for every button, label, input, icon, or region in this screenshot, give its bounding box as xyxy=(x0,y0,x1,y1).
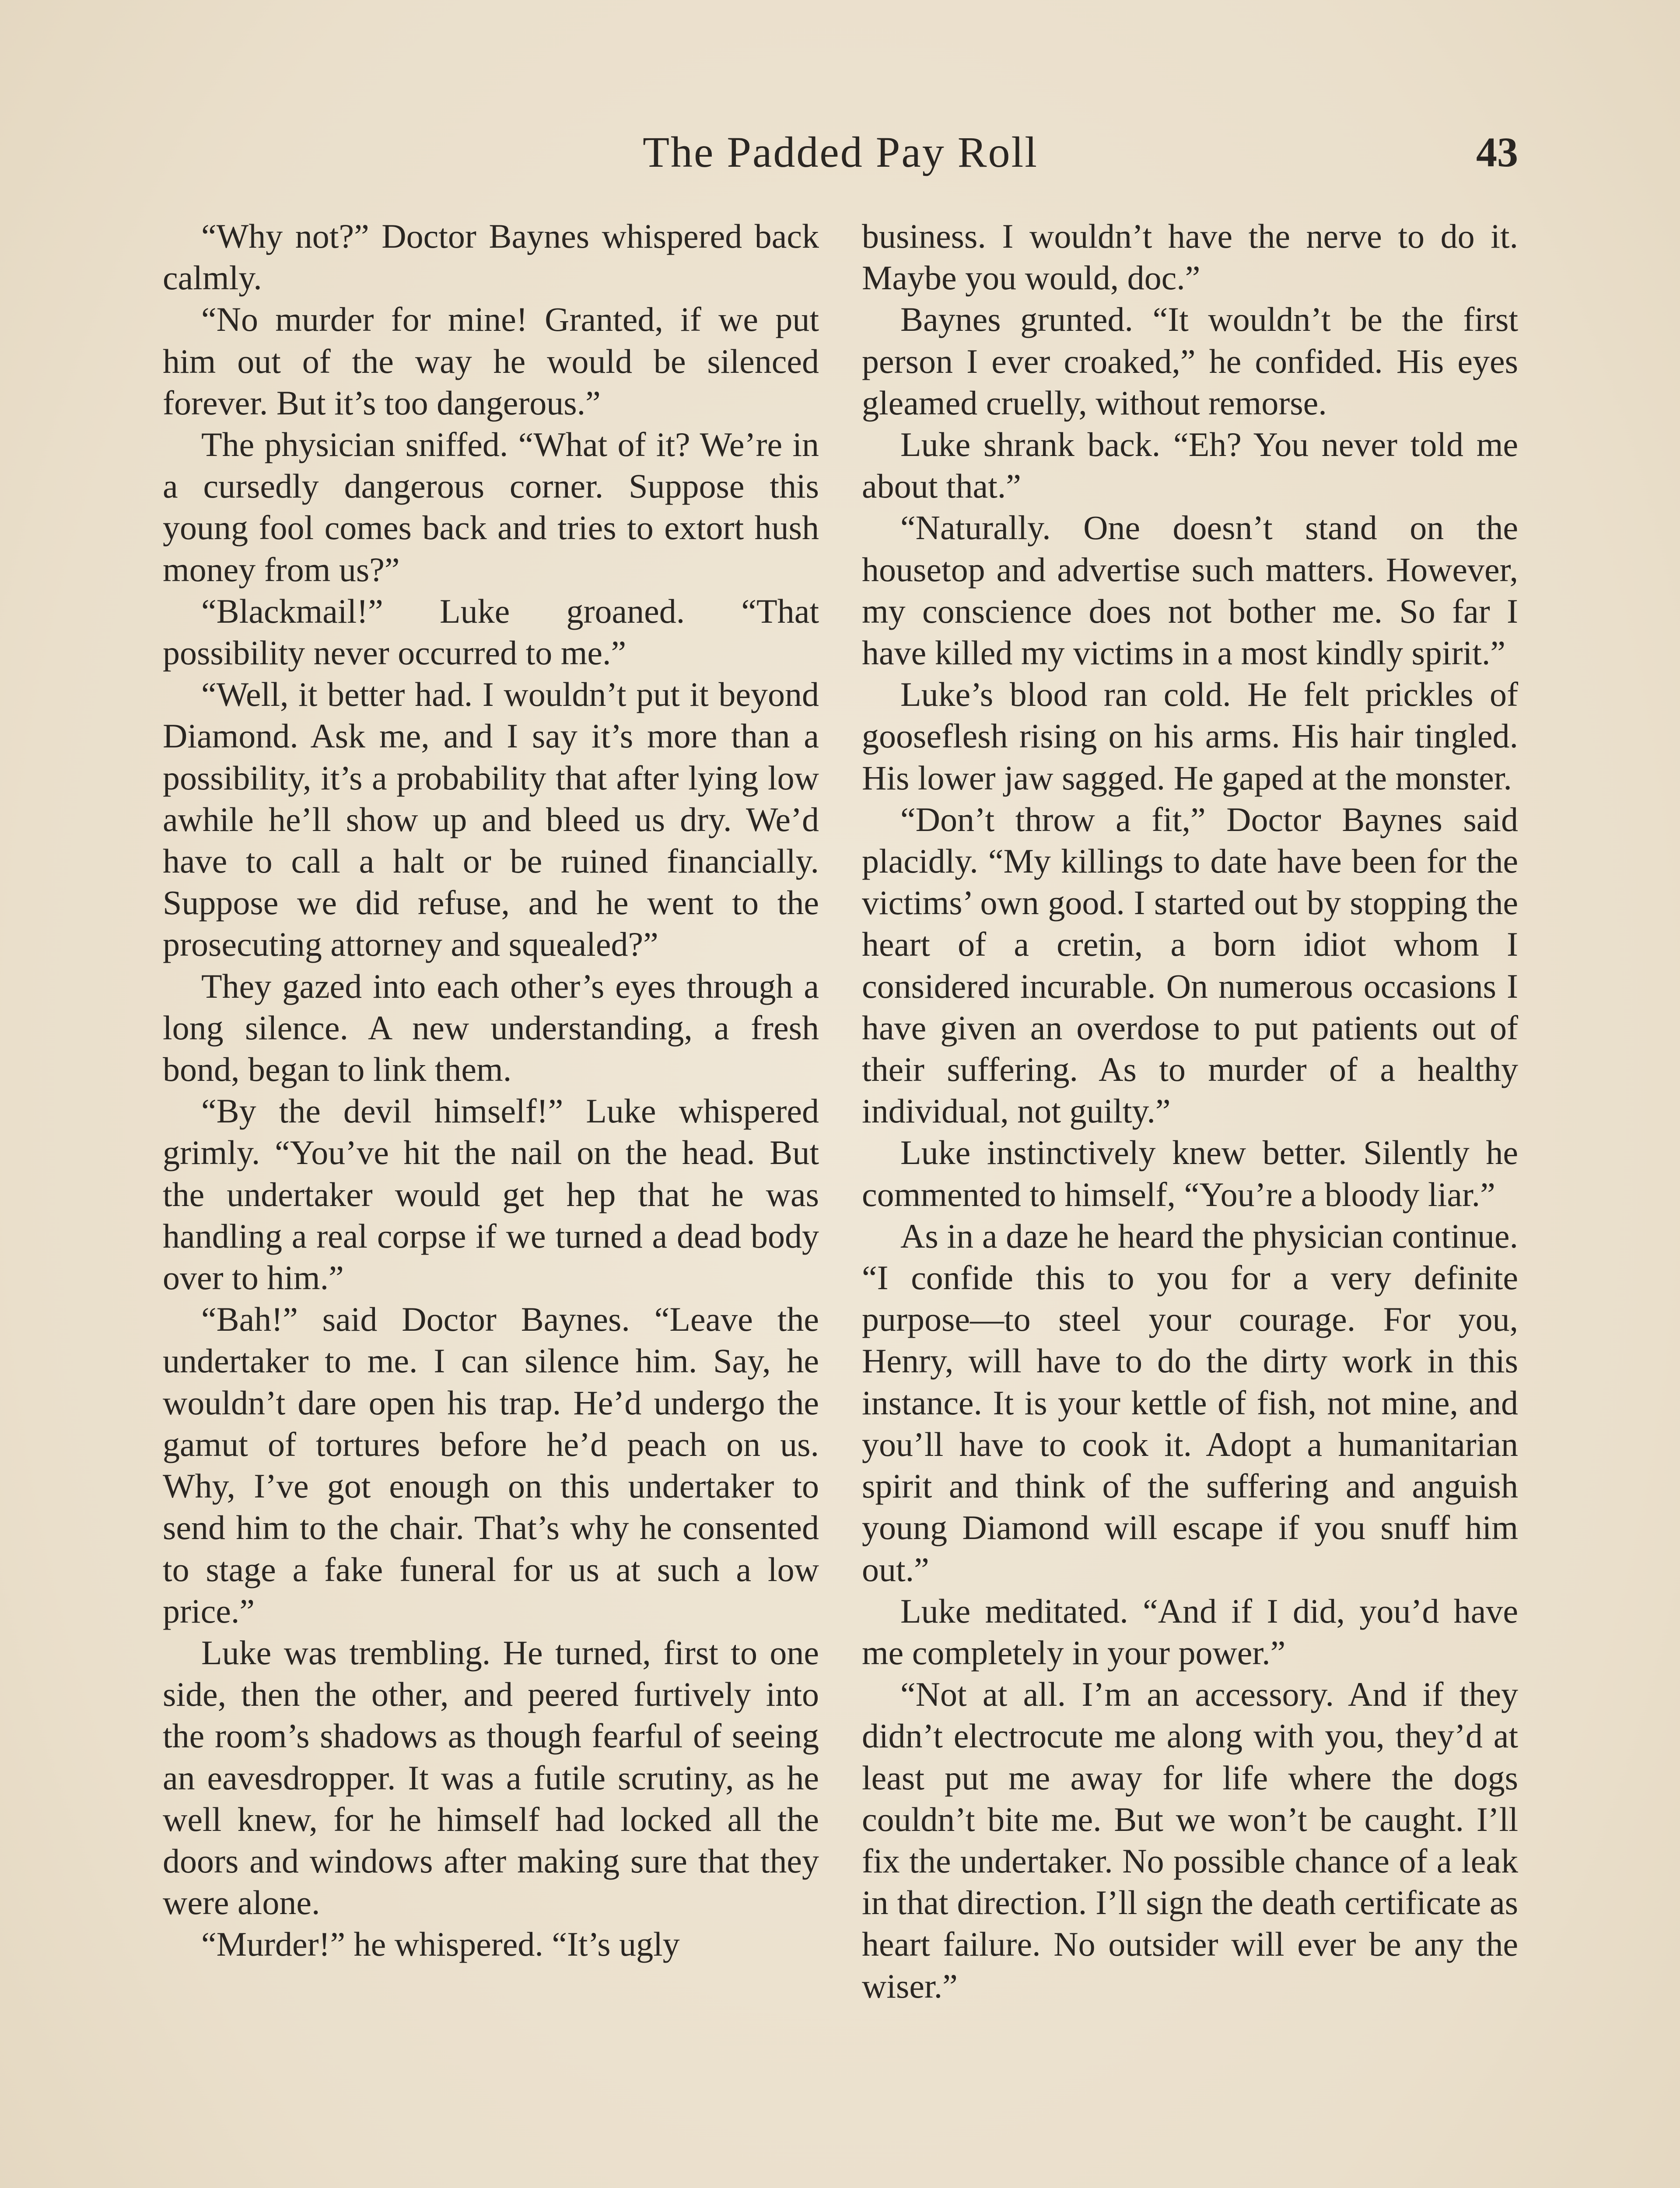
paragraph: They gazed into each other’s eyes through a long silence. A new understanding, a fresh bond, began to link them. xyxy=(163,967,819,1089)
paragraph: “Bah!” said Doctor Baynes. “Leave the undertaker to me. I can silence him. Say, he wouldn’t dare open his trap. He’d undergo the gamut of tortures before he’d peach on us. Why, I’ve got enough on this undertaker to send him to the chair. That’s why he consented to stage a fake funeral for us at such a low price.” xyxy=(163,1300,819,1630)
paragraph: “No murder for mine! Granted, if we put him out of the way he would be silenced forever. But it’s too dangerous.” xyxy=(163,300,819,422)
paragraph: “Well, it better had. I wouldn’t put it beyond Diamond. Ask me, and I say it’s more than a possibility, it’s a probability that after lying low awhile he’ll show up and bleed us dry. We’d have to call a halt or be ruined financially. Suppose we did refuse, and he went to the prosecuting attorney and squealed?” xyxy=(163,675,819,964)
paragraph: “Naturally. One doesn’t stand on the housetop and advertise such matters. However, my conscience does not bother me. So far I have killed my victims in a most kindly spirit.” xyxy=(862,508,1518,672)
paragraph: Luke shrank back. “Eh? You never told me about that.” xyxy=(862,425,1518,505)
paragraph: Luke instinctively knew better. Silently he commented to himself, “You’re a bloody liar.” xyxy=(862,1133,1518,1213)
running-title: The Padded Pay Roll xyxy=(642,128,1039,176)
paragraph: “Not at all. I’m an accessory. And if they didn’t electrocute me along with you, they’d at least put me away for life where the dogs couldn’t bite me. But we won’t be caught. I’ll fix the undertaker. No possible chance of a leak in that direction. I’ll sign the death certificate as heart failure. No outsider will ever be any the wiser.” xyxy=(862,1675,1518,2005)
paragraph: Baynes grunted. “It wouldn’t be the first person I ever croaked,” he confided. His eyes gleamed cruelly, without remorse. xyxy=(862,300,1518,422)
paragraph: Luke was trembling. He turned, first to one side, then the other, and peered furtively into the room’s shadows as though fearful of seeing an eavesdropper. It was a futile scrutiny, as he well knew, for he himself had locked all the doors and windows after making sure that they were alone. xyxy=(163,1633,819,1922)
paragraph: Luke meditated. “And if I did, you’d have me completely in your power.” xyxy=(862,1592,1518,1672)
paragraph: As in a daze he heard the physician continue. “I confide this to you for a very definite purpose—to steel your courage. For you, Henry, will have to do the dirty work in this instance. It is your kettle of fish, not mine, and you’ll have to cook it. Adopt a humanitarian spirit and think of the suffering and anguish young Diamond will escape if you snuff him out.” xyxy=(862,1217,1518,1588)
paragraph: The physician sniffed. “What of it? We’re in a cursedly dangerous corner. Suppose this young fool comes back and tries to extort hush money from us?” xyxy=(163,425,819,589)
page-number: 43 xyxy=(1476,129,1518,175)
text-column-left xyxy=(163,215,819,2188)
paragraph: Luke’s blood ran cold. He felt prickles of gooseflesh rising on his arms. His hair tingled. His lower jaw sagged. He gaped at the monster. xyxy=(862,675,1518,797)
paragraph-continued: business. I wouldn’t have the nerve to do it. Maybe you would, doc.” xyxy=(862,217,1518,297)
paragraph: “By the devil himself!” Luke whispered grimly. “You’ve hit the nail on the head. But the undertaker would get hep that he was handling a real corpse if we turned a dead body over to him.” xyxy=(163,1092,819,1297)
text-column-right xyxy=(862,215,1518,2188)
paragraph: “Blackmail!” Luke groaned. “That possibility never occurred to me.” xyxy=(163,592,819,672)
paragraph: “Why not?” Doctor Baynes whispered back calmly. xyxy=(163,217,819,297)
page-header xyxy=(163,122,1518,183)
paragraph: “Murder!” he whispered. “It’s ugly xyxy=(201,1925,680,1964)
paragraph: “Don’t throw a fit,” Doctor Baynes said placidly. “My killings to date have been for the victims’ own good. I started out by stopping the heart of a cretin, a born idiot whom I considered incurable. On numerous occasions I have given an overdose to put patients out of their suffering. As to murder of a healthy individual, not guilty.” xyxy=(862,800,1518,1130)
